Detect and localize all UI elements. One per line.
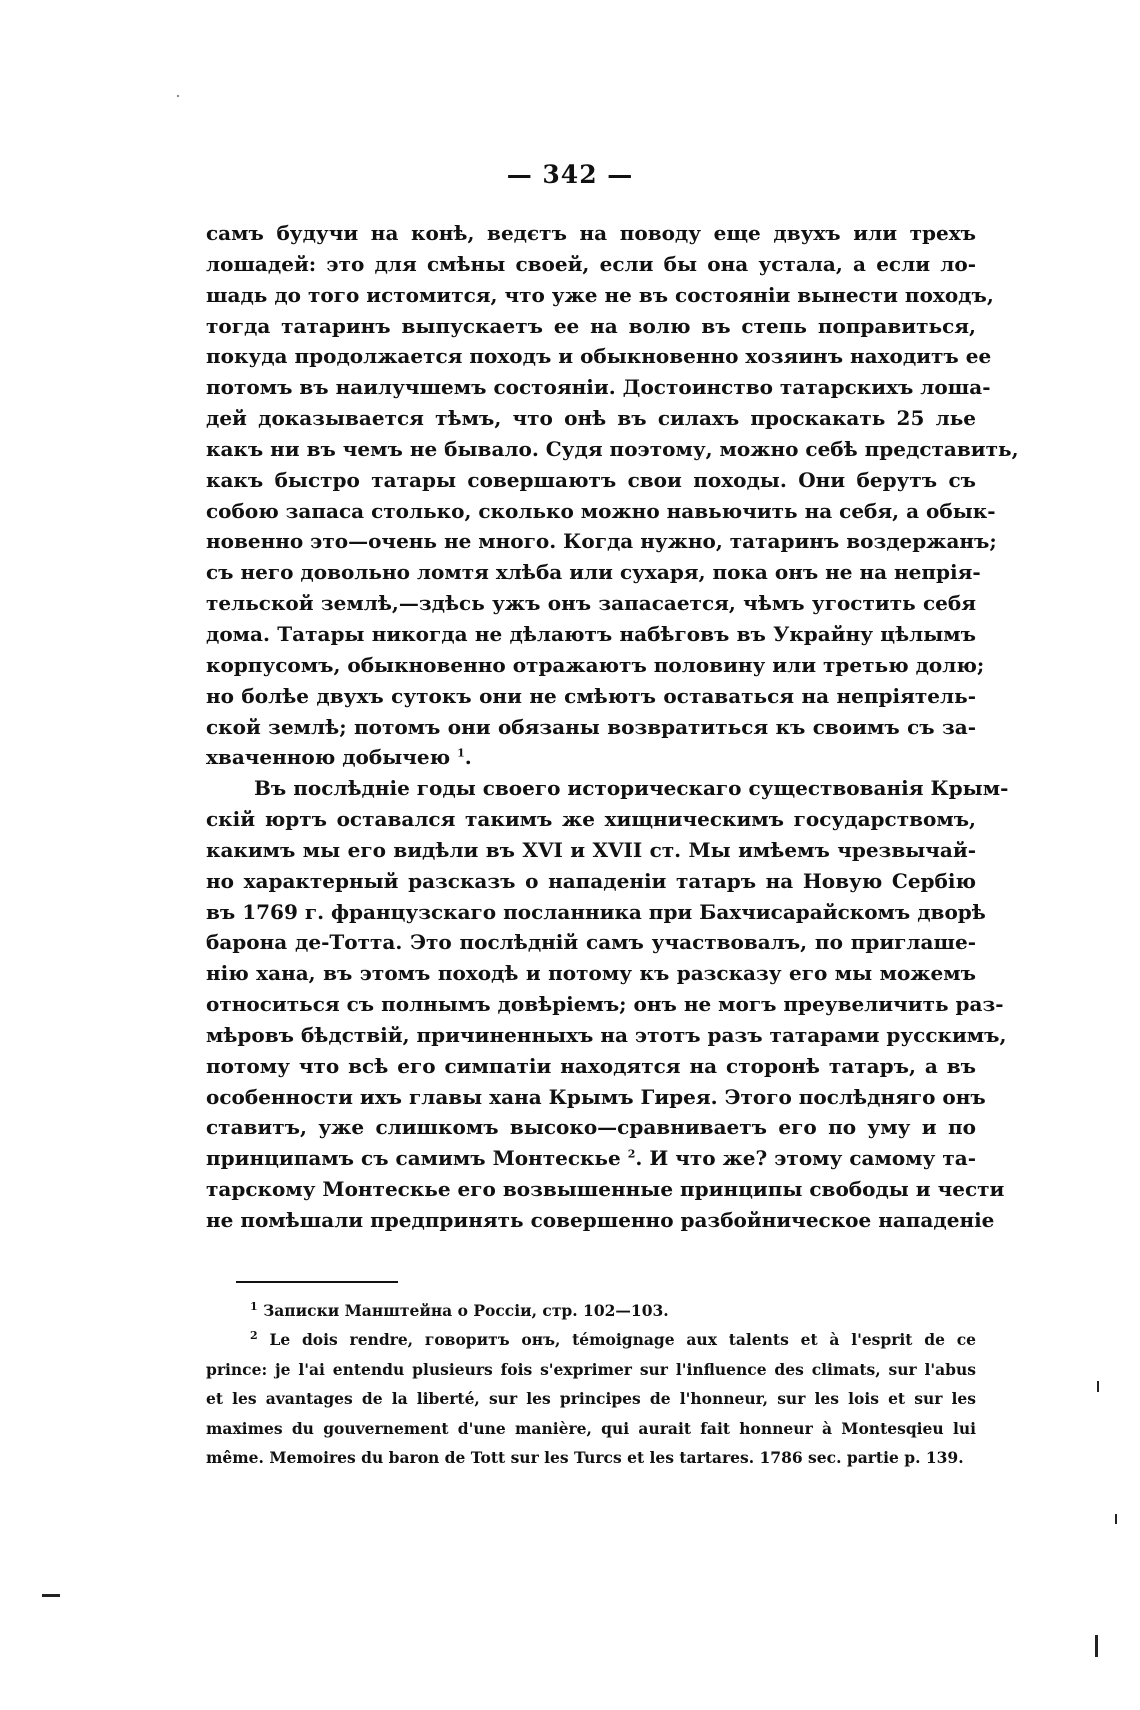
text-line: потомъ въ наилучшемъ состояніи. Достоинство татарскихъ лоша- — [206, 375, 991, 400]
text-line: тарскому Монтескье его возвышенные принципы свободы и чести — [206, 1177, 1005, 1202]
scan-mark — [1095, 1635, 1098, 1657]
paragraph-start: Въ послѣдніе годы своего историческаго существованія Крым- — [254, 776, 1009, 801]
footnote-1 — [206, 1296, 976, 1325]
text-line: хваченною добычею — [206, 745, 451, 770]
scan-mark — [42, 1594, 60, 1597]
main-text — [206, 218, 1019, 1236]
scan-speck — [177, 95, 179, 97]
text-line: потому что всѣ его симпатіи находятся на сторонѣ татаръ, а въ — [206, 1053, 976, 1078]
text-line: съ него довольно ломтя хлѣба или сухаря, пока онъ не на непрія- — [206, 560, 981, 585]
text-line: скій юртъ оставался такимъ же хищническимъ государствомъ, — [206, 807, 976, 832]
text-line: самъ будучи на конѣ, ведєтъ на поводу еще двухъ или трехъ — [206, 221, 976, 245]
text-line: но болѣе двухъ сутокъ они не смѣютъ оставаться на непріятель- — [206, 683, 976, 708]
scan-mark — [1115, 1514, 1117, 1524]
text-line-with-footnote: принципамъ съ самимъ Монтескье $^2$. И что же? этому самому та- — [206, 1146, 976, 1171]
footnote-ref: 1 — [457, 746, 465, 760]
text-line: шадь до того истомится, что уже не въ состояніи вынести походъ, — [206, 282, 994, 307]
footnote-marker: 2 — [250, 1329, 258, 1343]
text-line: принципамъ съ самимъ Монтескье — [206, 1146, 621, 1171]
text-line: дей доказывается тѣмъ, что онѣ въ силахъ проскакать 25 лье — [206, 406, 976, 431]
text-line: покуда продолжается походъ и обыкновенно хозяинъ находитъ ее — [206, 344, 992, 369]
text-line: относиться съ полнымъ довѣріемъ; онъ не могъ преувеличить раз- — [206, 992, 1004, 1017]
footnotes — [206, 1296, 976, 1472]
text-line: какимъ мы его видѣли въ XVI и XVII ст. Мы имѣемъ чрезвычай- — [206, 837, 976, 862]
footnote-line: maximes du gouvernement d'une manière, qui aurait fait honneur à Montesqieu lui — [206, 1418, 976, 1438]
text-line: не помѣшали предпринять совершенно разбойническое нападеніе — [206, 1208, 995, 1232]
footnote-marker: 1 — [250, 1299, 258, 1313]
footnote-line: et les avantages de la liberté, sur les principes de l'honneur, sur les lois et sur les — [206, 1389, 976, 1409]
text-line: но характерный разсказъ о нападеніи татаръ на Новую Сербію — [206, 868, 976, 893]
text-line: новенно это—очень не много. Когда нужно, татаринъ воздержанъ; — [206, 529, 997, 554]
text-line: въ 1769 г. французскаго посланника при Бахчисарайскомъ дворѣ — [206, 899, 986, 924]
footnote-2 — [206, 1325, 976, 1354]
footnote-text: Le dois rendre, говоритъ онъ, témoignage aux talents et à l'esprit de ce — [269, 1330, 976, 1350]
footnote-line: prince: je l'ai entendu plusieurs fois s'exprimer sur l'influence des climats, sur l'abus — [206, 1359, 976, 1379]
text-line: какъ быстро татары совершаютъ свои походы. Они берутъ съ — [206, 467, 976, 492]
text-line: тельской землѣ,—здѣсь ужъ онъ запасается, чѣмъ угостить себя — [206, 591, 976, 616]
text-line: дома. Татары никогда не дѣлаютъ набѣговъ въ Украйну цѣлымъ — [206, 621, 976, 646]
footnote-line: même. Memoires du baron de Tott sur les Turcs et les tartares. 1786 sec. partie p. 139. — [206, 1447, 964, 1467]
footnote-text: Записки Манштейна о Россіи, стр. 102—103. — [263, 1301, 669, 1320]
text-line: корпусомъ, обыкновенно отражаютъ половину или третью долю; — [206, 652, 985, 677]
text-line: тогда татаринъ выпускаетъ ее на волю въ степь поправиться, — [206, 313, 976, 338]
page-number: — 342 — — [506, 160, 634, 189]
text-line: мѣровъ бѣдствій, причиненныхъ на этотъ разъ татарами русскимъ, — [206, 1022, 1007, 1047]
footnote-divider — [236, 1281, 398, 1283]
text-line: нію хана, въ этомъ походѣ и потому къ разсказу его мы можемъ — [206, 961, 976, 986]
text-line: ставитъ, уже слишкомъ высоко—сравниваетъ его по уму и по — [206, 1115, 976, 1140]
text-line: ской землѣ; потомъ они обязаны возвратиться къ своимъ съ за- — [206, 714, 976, 739]
footnote-ref: 2 — [627, 1147, 636, 1161]
text-line-with-footnote: хваченною добычею $^1$. — [206, 745, 472, 770]
text-line: какъ ни въ чемъ не бывало. Судя поэтому, можно себѣ представить, — [206, 436, 1019, 461]
text-line: барона де-Тотта. Это послѣдній самъ участвовалъ, по приглаше- — [206, 930, 976, 955]
scan-mark — [1097, 1381, 1099, 1392]
text-line: И что же? этому самому та- — [649, 1146, 976, 1171]
text-line: особенности ихъ главы хана Крымъ Гирея. Этого послѣдняго онъ — [206, 1084, 986, 1109]
text-line: собою запаса столько, сколько можно навьючить на себя, а обык- — [206, 498, 996, 523]
text-line: лошадей: это для смѣны своей, если бы она устала, а если ло- — [206, 251, 976, 276]
